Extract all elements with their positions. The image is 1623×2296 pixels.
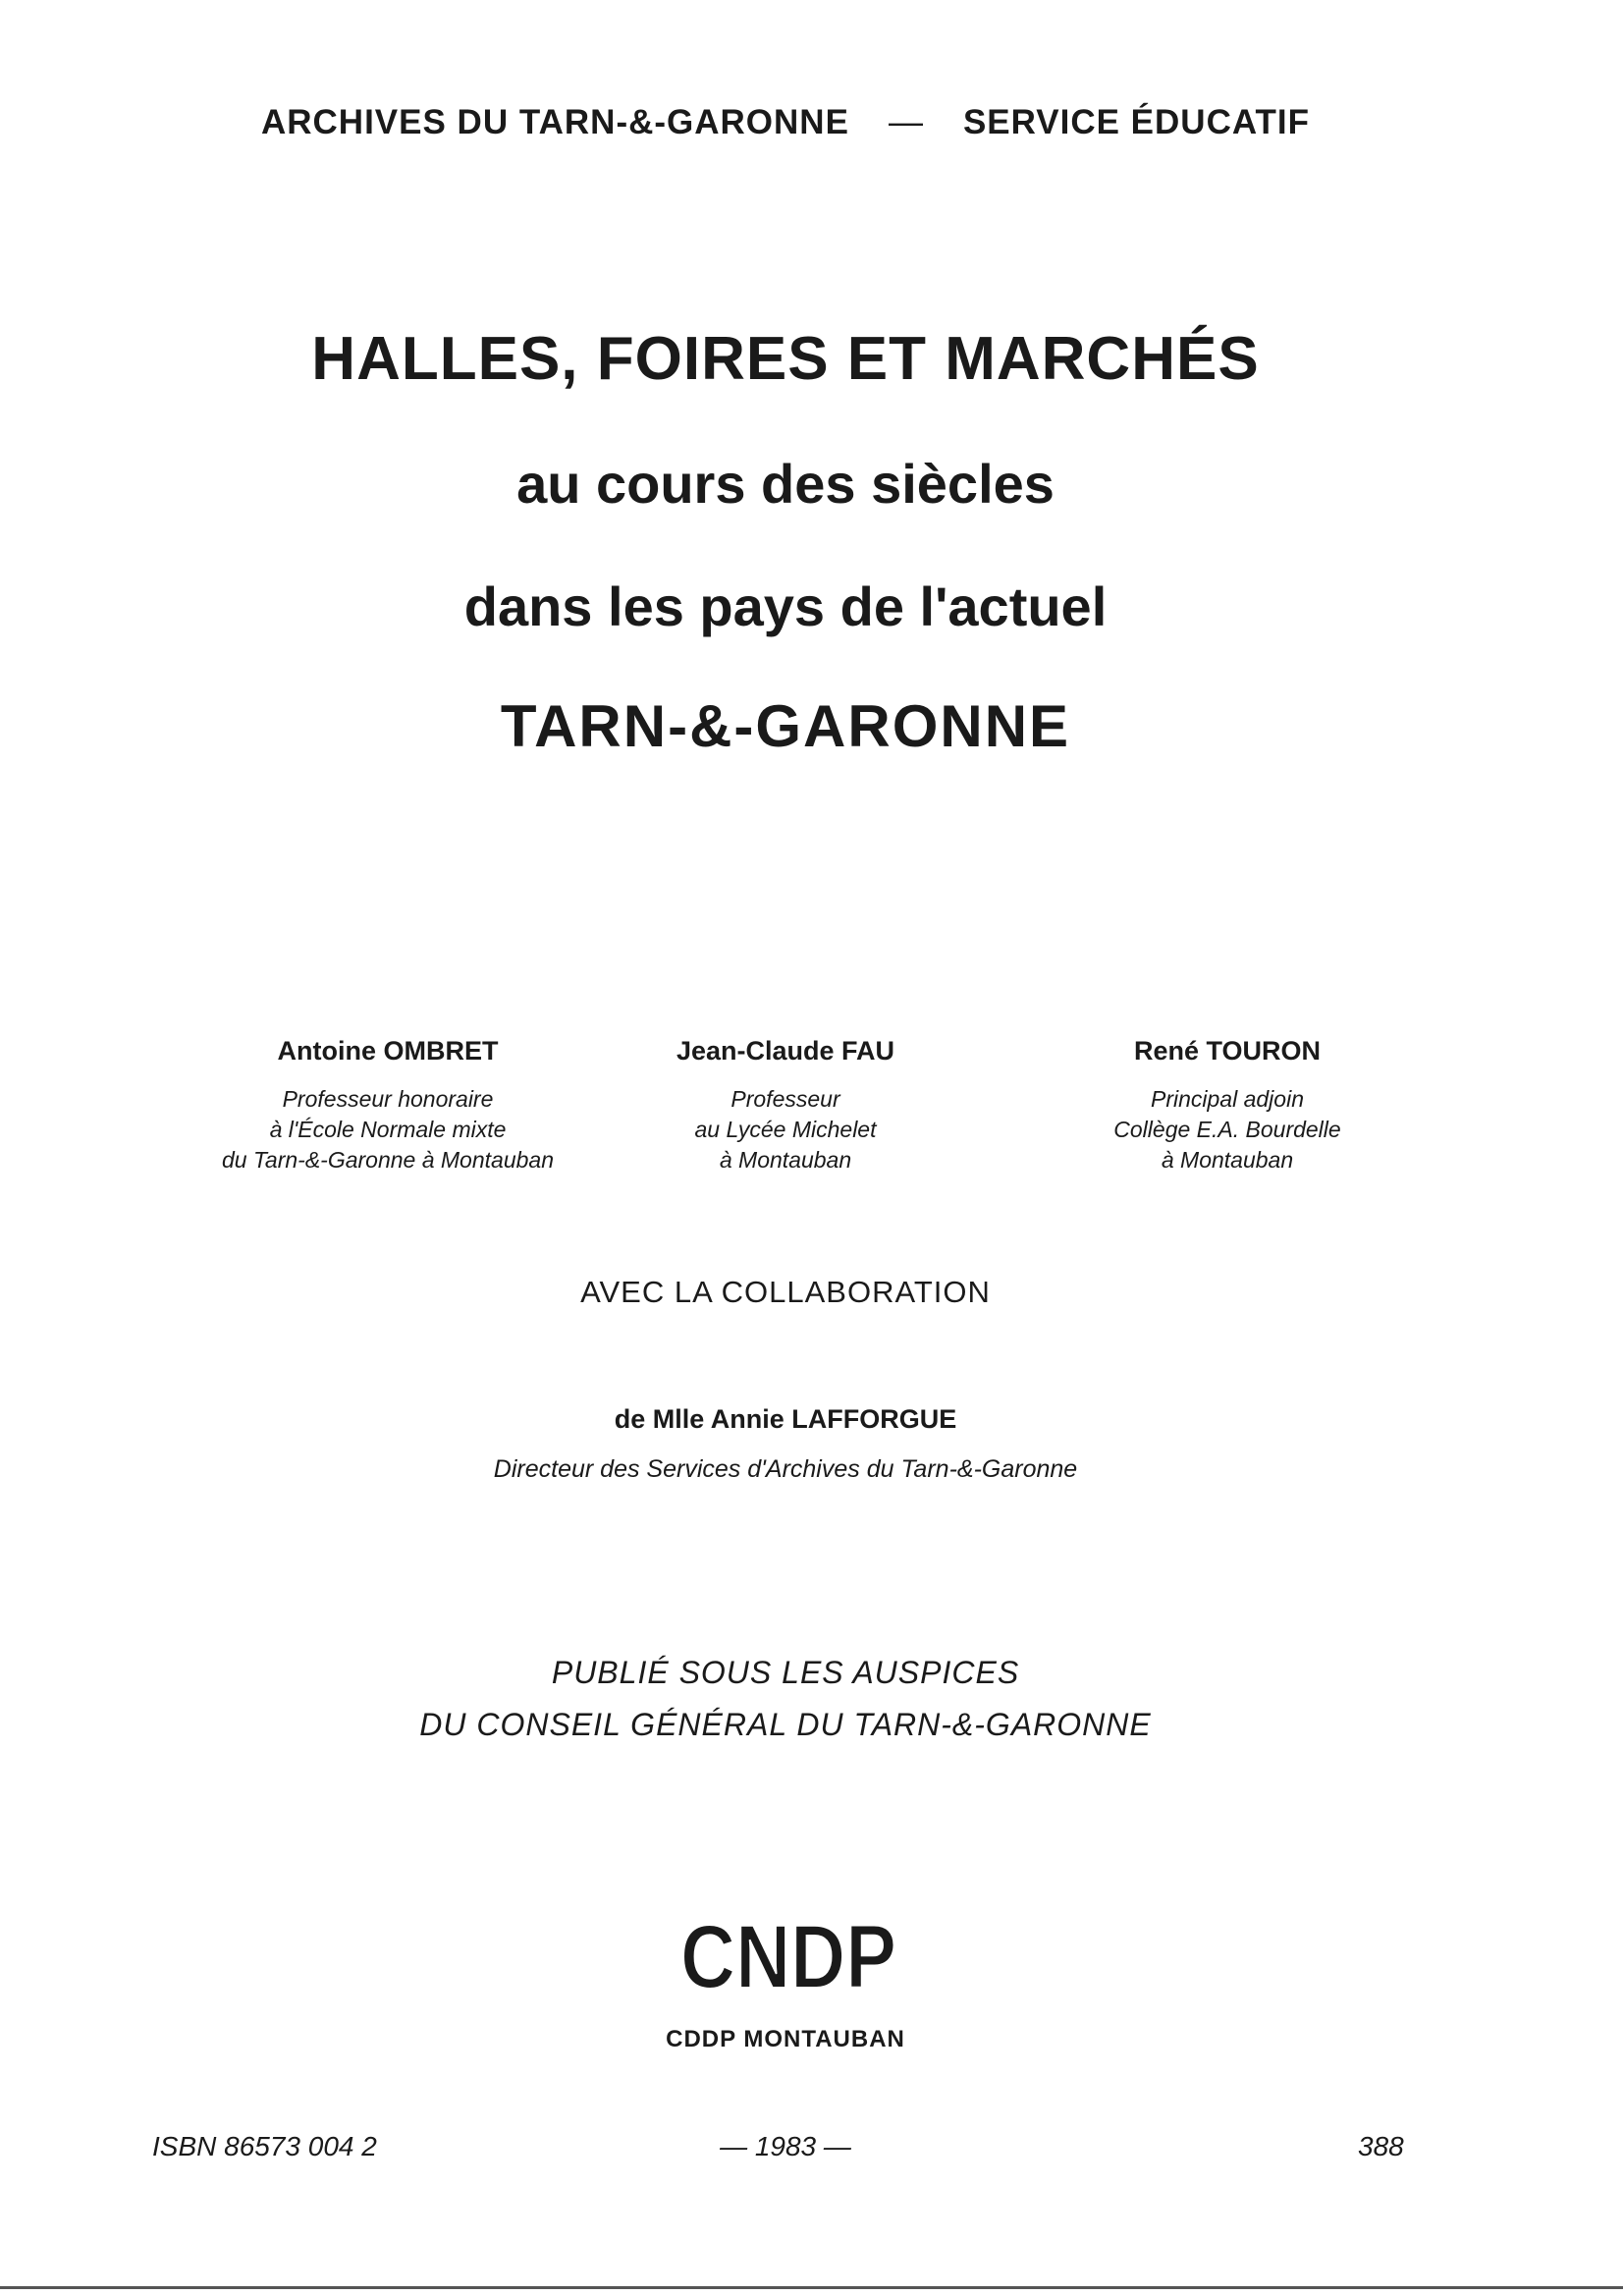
title-line-4: TARN-&-GARONNE <box>500 693 1071 759</box>
author-role-line: Principal adjoin <box>1151 1086 1304 1112</box>
author-role-line: au Lycée Michelet <box>694 1117 877 1142</box>
collaborator-role: Directeur des Services d'Archives du Tarn-&-Garonne <box>493 1455 1078 1483</box>
header-service: SERVICE ÉDUCATIF <box>962 103 1311 141</box>
author-role-line: Collège E.A. Bourdelle <box>1113 1117 1341 1142</box>
author-role-line: à l'École Normale mixte <box>269 1117 507 1142</box>
header-archives: ARCHIVES DU TARN-&-GARONNE <box>260 103 849 141</box>
author-role-line: du Tarn-&-Garonne à Montauban <box>222 1147 554 1173</box>
collaboration-heading: AVEC LA COLLABORATION <box>580 1275 991 1309</box>
author-role-line: à Montauban <box>719 1147 852 1173</box>
auspices-line-2: DU CONSEIL GÉNÉRAL DU TARN-&-GARONNE <box>419 1707 1152 1742</box>
author-name: Jean-Claude FAU <box>676 1036 895 1066</box>
publisher-subtitle: CDDP MONTAUBAN <box>666 2026 905 2052</box>
author-name: René TOURON <box>1133 1036 1322 1066</box>
author-block-touron <box>1001 1036 1453 1175</box>
cndp-logo-icon <box>677 1907 899 2007</box>
author-role-line: Professeur <box>730 1086 840 1112</box>
author-block-ombret <box>162 1036 614 1175</box>
publication-year: — 1983 — <box>720 2131 851 2161</box>
isbn-number: ISBN 86573 004 2 <box>152 2131 377 2161</box>
author-block-fau <box>560 1036 1011 1175</box>
header-separator: — <box>888 103 924 141</box>
page-header <box>0 103 1571 142</box>
title-line-1: HALLES, FOIRES ET MARCHÉS <box>311 325 1260 393</box>
author-role-line: à Montauban <box>1161 1147 1294 1173</box>
author-role-line: Professeur honoraire <box>282 1086 494 1112</box>
title-line-2: au cours des siècles <box>516 453 1055 515</box>
bottom-edge-line <box>0 2286 1623 2289</box>
author-name: Antoine OMBRET <box>277 1036 499 1066</box>
cndp-logo-text: CNDP <box>680 1907 896 2007</box>
catalog-number: 388 <box>1358 2131 1404 2161</box>
collaborator-name: de Mlle Annie LAFFORGUE <box>614 1404 957 1434</box>
auspices-line-1: PUBLIÉ SOUS LES AUSPICES <box>551 1655 1020 1690</box>
title-line-3: dans les pays de l'actuel <box>463 575 1108 637</box>
